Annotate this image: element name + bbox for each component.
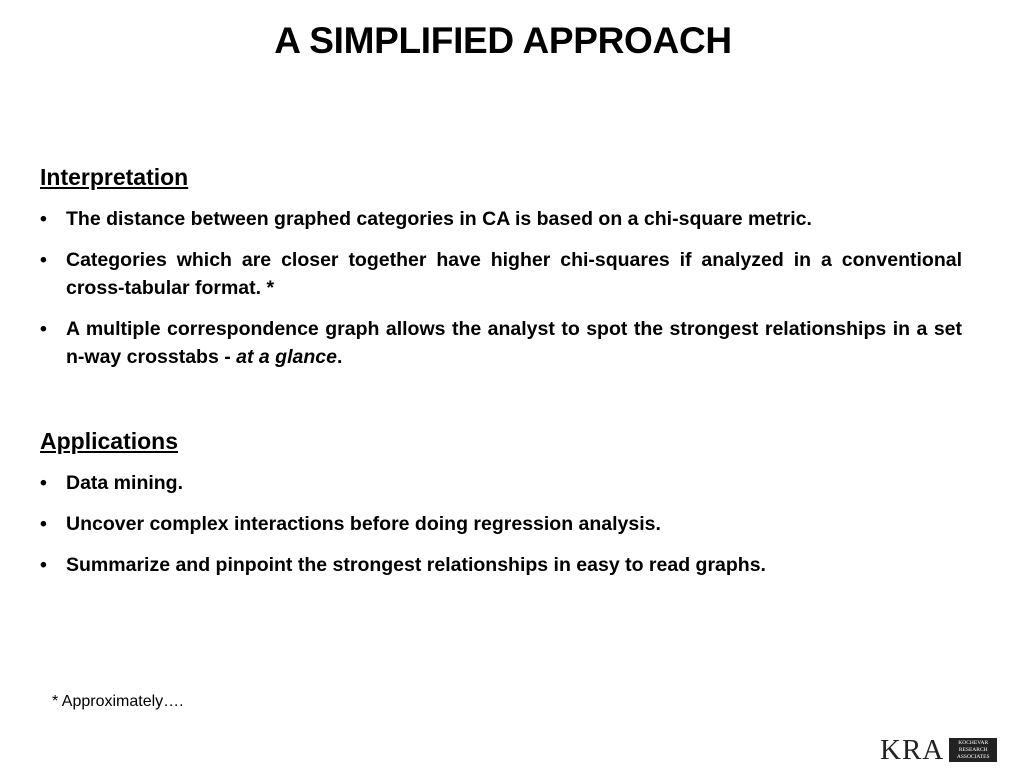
- list-item-text: Summarize and pinpoint the strongest relationships in easy to read graphs.: [66, 554, 766, 576]
- list-item: [40, 205, 962, 233]
- emphasis-text: at a glance: [236, 346, 337, 368]
- applications-list: [40, 469, 962, 579]
- bullet-icon: •: [40, 554, 47, 576]
- interpretation-section: [40, 164, 962, 384]
- list-item: [40, 315, 962, 371]
- list-item: [40, 246, 962, 302]
- list-item-text: Data mining.: [66, 472, 184, 494]
- applications-heading: Applications: [40, 428, 179, 454]
- list-item: [40, 551, 962, 579]
- bullet-icon: •: [40, 249, 47, 271]
- applications-section: [40, 428, 962, 592]
- logo-line-1: KOCHEVAR: [958, 739, 989, 746]
- bullet-icon: •: [40, 318, 47, 340]
- bullet-icon: •: [40, 472, 47, 494]
- logo-letters: KRA: [880, 734, 945, 766]
- slide-title: A SIMPLIFIED APPROACH: [274, 20, 732, 61]
- interpretation-list: [40, 205, 962, 371]
- list-item-text: The distance between graphed categories in CA is based on a chi-square metric.: [66, 208, 812, 230]
- list-item: [40, 469, 962, 497]
- footnote: * Approximately….: [52, 693, 184, 710]
- logo-line-3: ASSOCIATES: [956, 753, 990, 760]
- list-item-text: Categories which are closer together have higher chi-squares if analyzed in a conventional cross-tabular format. *: [66, 249, 962, 299]
- kra-logo: [880, 735, 997, 765]
- bullet-icon: •: [40, 513, 47, 535]
- logo-badge: [949, 738, 997, 762]
- list-item: [40, 510, 962, 538]
- interpretation-heading: Interpretation: [40, 164, 189, 190]
- list-item-text: Uncover complex interactions before doing regression analysis.: [66, 513, 661, 535]
- bullet-icon: •: [40, 208, 47, 230]
- list-item-end: .: [336, 346, 343, 368]
- list-item-text: A multiple correspondence graph allows the analyst to spot the strongest relationships in a set n-way crosstabs -: [66, 318, 962, 368]
- logo-line-2: RESEARCH: [958, 746, 988, 753]
